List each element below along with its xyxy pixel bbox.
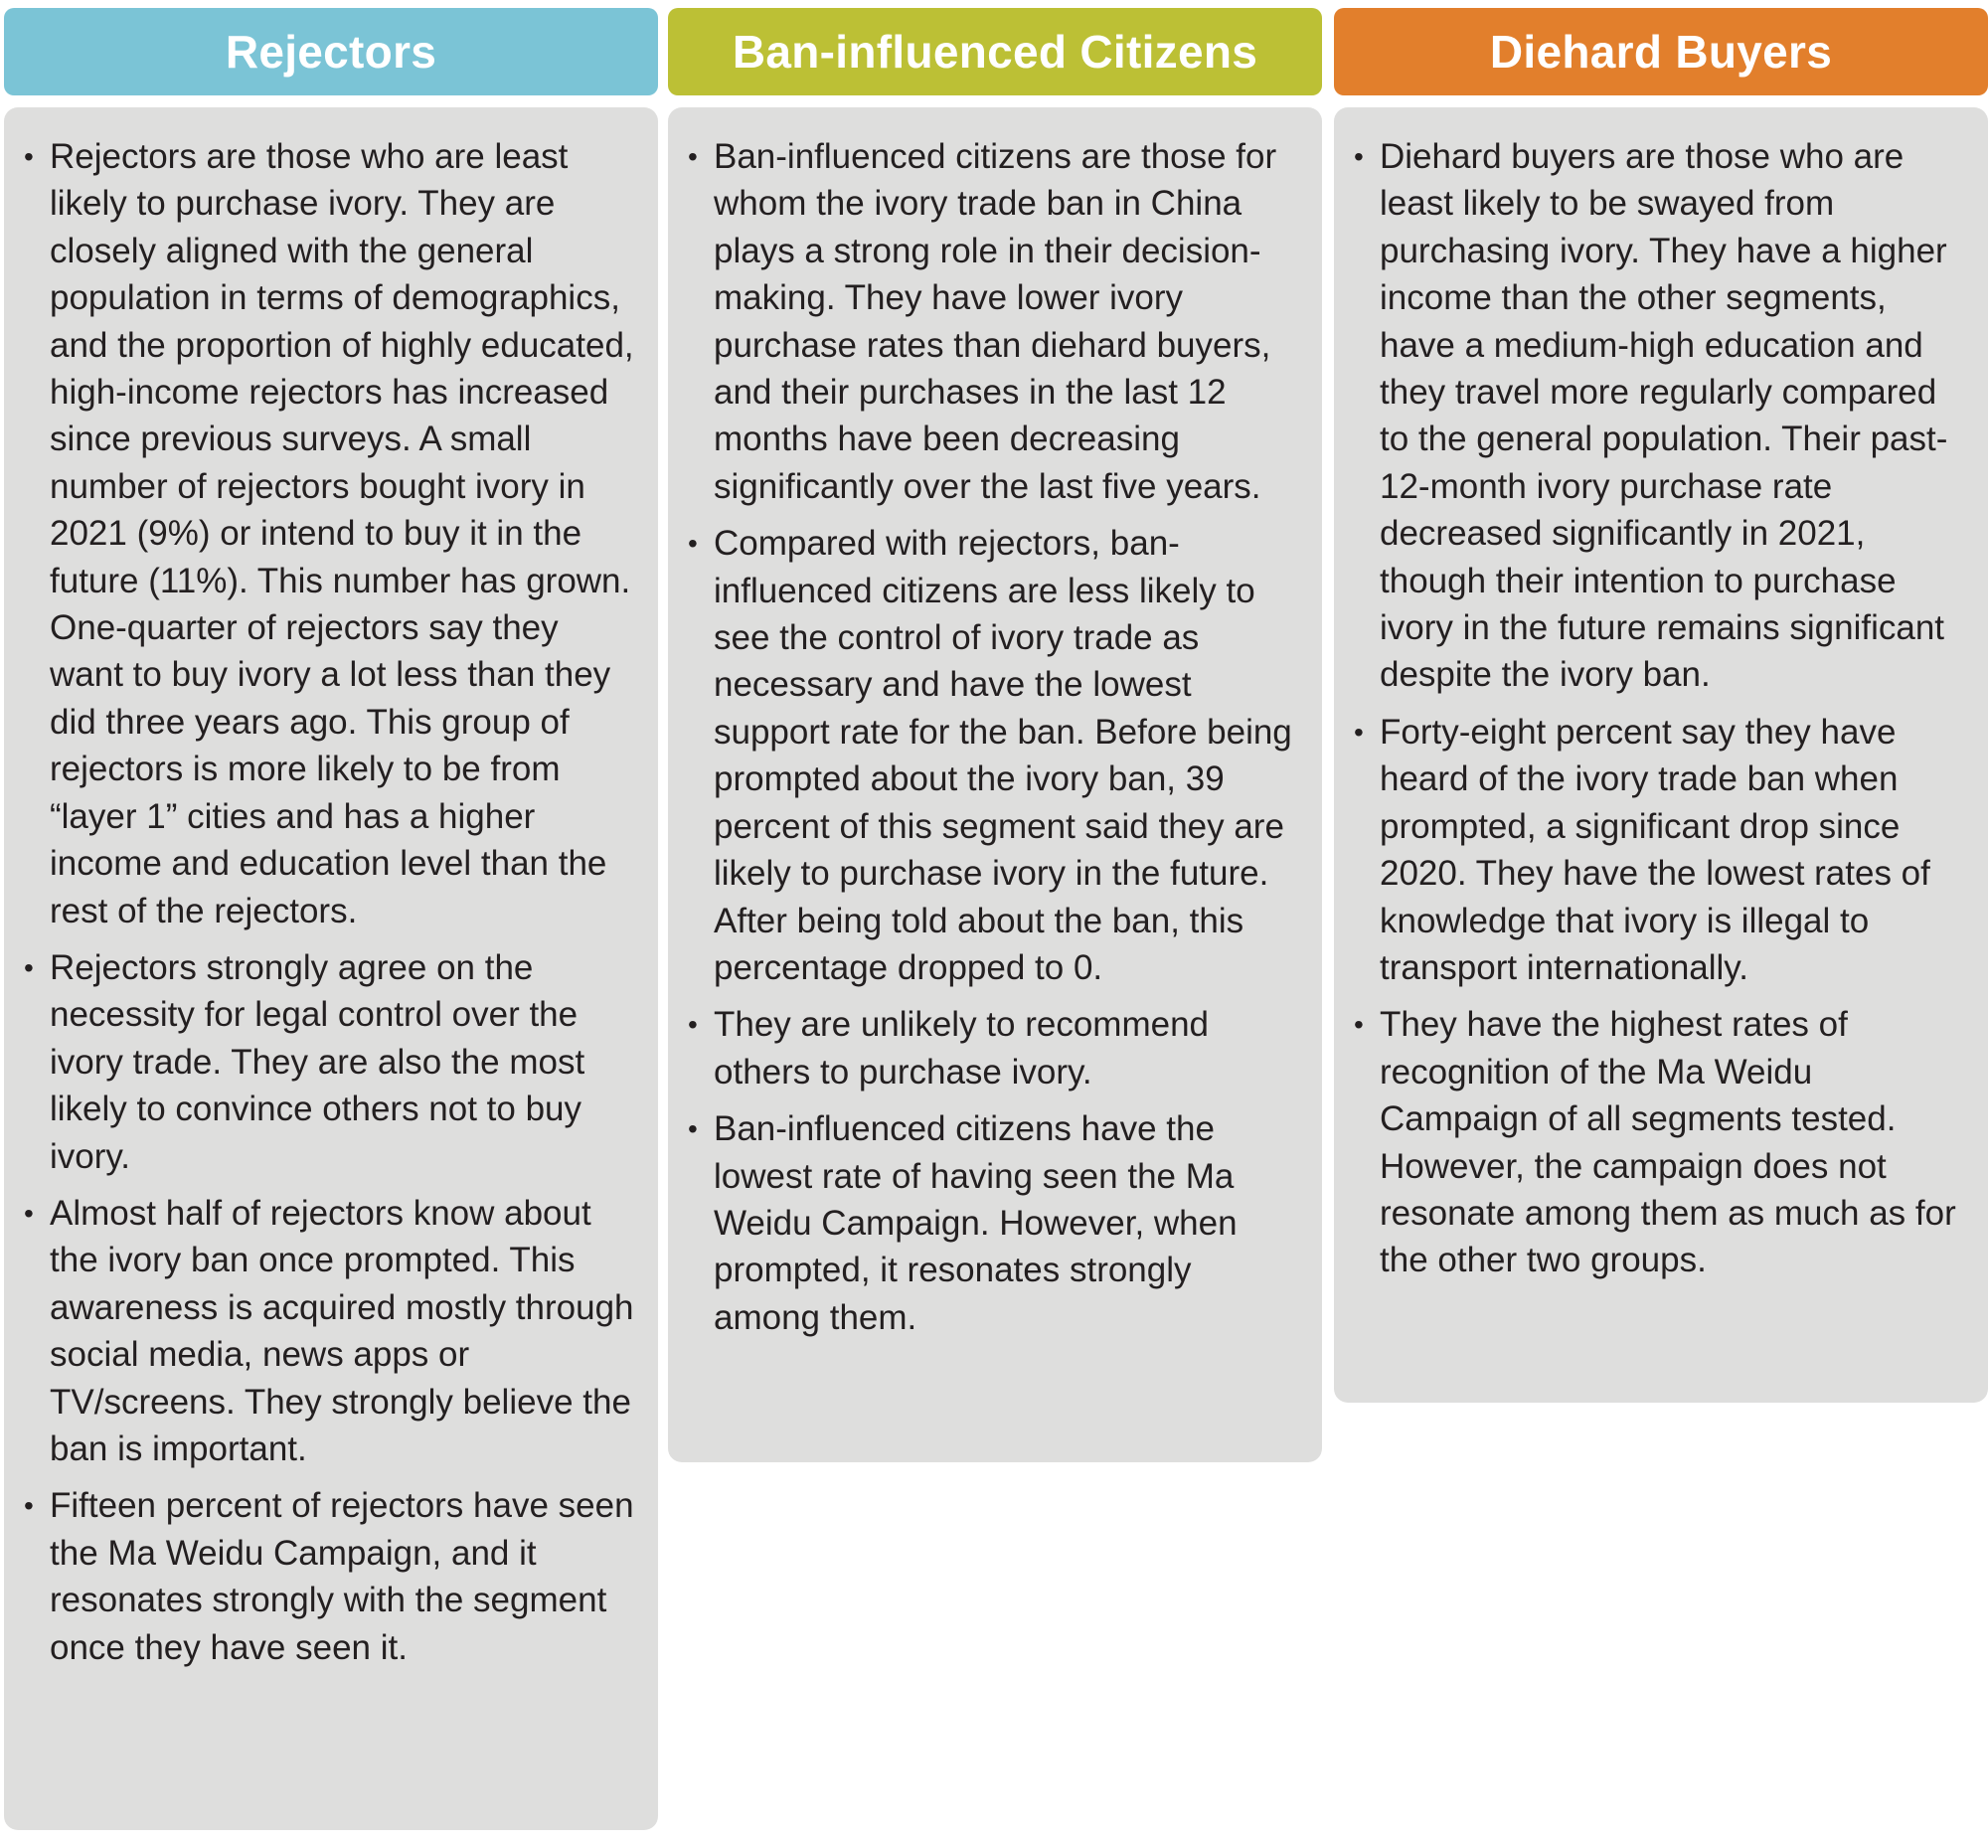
bullet-item [688,133,1302,510]
bullet-dot-icon: • [24,141,34,172]
bullet-item [24,1482,638,1671]
rejectors-bullets [24,133,638,1671]
bullet-text: They are unlikely to recommend others to purchase ivory. [714,1005,1209,1092]
ban-influenced-bullets [688,133,1302,1341]
bullet-item [24,133,638,934]
bullet-dot-icon: • [688,1113,698,1145]
diehard-column [1334,8,1988,1403]
rejectors-header [4,8,658,95]
bullet-dot-icon: • [688,141,698,172]
bullet-dot-icon: • [688,1009,698,1041]
diehard-header [1334,8,1988,95]
bullet-text: Almost half of rejectors know about the ivory ban once prompted. This awareness is acquired mostly through social media, news apps or TV/screens. They strongly believe the ban is important. [50,1193,634,1468]
bullet-item [688,1001,1302,1095]
bullet-dot-icon: • [24,951,34,983]
bullet-text: Ban-influenced citizens have the lowest rate of having seen the Ma Weidu Campaign. However, when prompted, it resonates strongly among them. [714,1109,1238,1337]
bullet-dot-icon: • [688,528,698,560]
bullet-dot-icon: • [1354,1009,1364,1041]
bullet-text: Fifteen percent of rejectors have seen the Ma Weidu Campaign, and it resonates strongly with the segment once they have seen it. [50,1486,634,1667]
bullet-text: They have the highest rates of recognition of the Ma Weidu Campaign of all segments tested. However, the campaign does not resonate among them as much as for the other two groups. [1380,1005,1956,1280]
bullet-text: Diehard buyers are those who are least likely to be swayed from purchasing ivory. They have a higher income than the other segments, have a medium-high education and they travel more regularly compared to the general population. Their past-12-month ivory purchase rate decreased significantly in 2021, though their intention to purchase ivory in the future remains significant despite the ivory ban. [1380,137,1948,695]
bullet-item [688,1105,1302,1341]
bullet-item [1354,709,1968,991]
rejectors-column [4,8,658,1830]
bullet-item [24,1190,638,1472]
diehard-title: Diehard Buyers [1489,26,1833,78]
ban-influenced-header [668,8,1322,95]
bullet-item [24,944,638,1180]
ban-influenced-title: Ban-influenced Citizens [732,26,1258,78]
ban-influenced-column [668,8,1322,1462]
bullet-text: Compared with rejectors, ban-influenced citizens are less likely to see the control of ivory trade as necessary and have the lowest support rate for the ban. Before being prompted about the ivory ban, 39 percent of this segment said they are likely to purchase ivory in the future. After being told about the ban, this percentage dropped to 0. [714,524,1292,987]
bullet-dot-icon: • [24,1490,34,1522]
bullet-dot-icon: • [1354,716,1364,748]
bullet-text: Rejectors are those who are least likely to purchase ivory. They are closely aligned with the general population in terms of demographics, and the proportion of highly educated, high-income rejectors has increased since previous surveys. A small number of rejectors bought ivory in 2021 (9%) or intend to buy it in the future (11%). This number has grown. One-quarter of rejectors say they want to buy ivory a lot less than they did three years ago. This group of rejectors is more likely to be from “layer 1” cities and has a higher income and education level than the rest of the rejectors. [50,137,634,930]
rejectors-panel [4,107,658,1830]
bullet-dot-icon: • [24,1197,34,1229]
diehard-panel [1334,107,1988,1403]
bullet-text: Ban-influenced citizens are those for whom the ivory trade ban in China plays a strong role in their decision-making. They have lower ivory purchase rates than diehard buyers, and their purchases in the last 12 months have been decreasing significantly over the last five years. [714,137,1277,506]
rejectors-title: Rejectors [225,26,437,78]
bullet-item [688,520,1302,991]
bullet-dot-icon: • [1354,141,1364,172]
bullet-text: Forty-eight percent say they have heard of the ivory trade ban when prompted, a significant drop since 2020. They have the lowest rates of knowledge that ivory is illegal to transport internationally. [1380,712,1930,987]
ban-influenced-panel [668,107,1322,1462]
bullet-item [1354,1001,1968,1283]
diehard-bullets [1354,133,1968,1284]
bullet-text: Rejectors strongly agree on the necessity for legal control over the ivory trade. They are also the most likely to convince others not to buy ivory. [50,947,585,1176]
bullet-item [1354,133,1968,699]
